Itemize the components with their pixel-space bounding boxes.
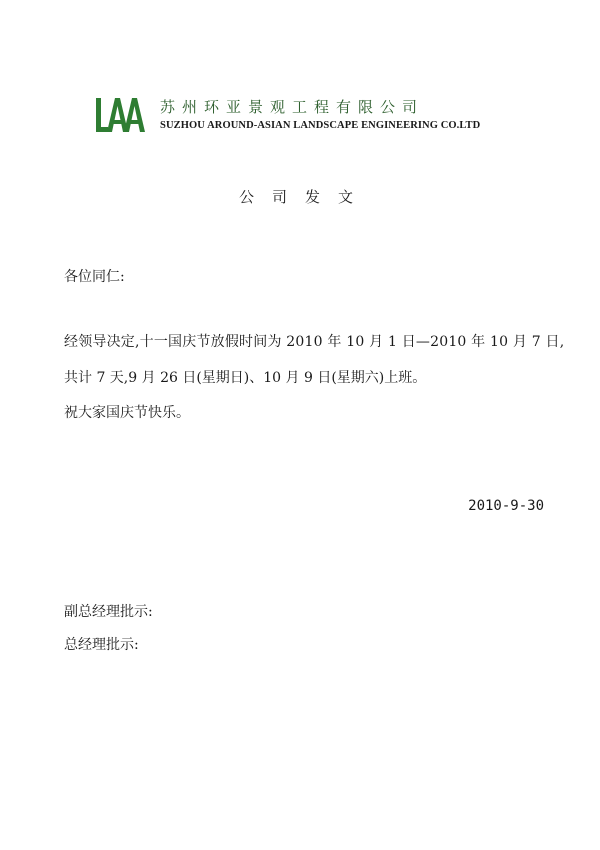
body-line-1: 经领导决定,十一国庆节放假时间为 2010 年 10 月 1 日—2010 年 10 月 7 日, bbox=[64, 334, 565, 350]
company-name-chinese: 苏州环亚景观工程有限公司 bbox=[160, 98, 425, 116]
company-logo bbox=[94, 98, 146, 132]
deputy-gm-approval-label: 副总经理批示: bbox=[64, 604, 153, 620]
document-title: 公司发文 bbox=[238, 188, 371, 206]
greeting: 各位同仁: bbox=[64, 269, 125, 285]
gm-approval-label: 总经理批示: bbox=[64, 637, 139, 653]
document-date: 2010-9-30 bbox=[468, 498, 544, 514]
letterhead bbox=[94, 96, 514, 138]
company-name-english: SUZHOU AROUND-ASIAN LANDSCAPE ENGINEERING CO.LTD bbox=[160, 120, 481, 131]
body-line-3: 祝大家国庆节快乐。 bbox=[64, 405, 190, 421]
body-line-2: 共计 7 天,9 月 26 日(星期日)、10 月 9 日(星期六)上班。 bbox=[64, 370, 427, 386]
